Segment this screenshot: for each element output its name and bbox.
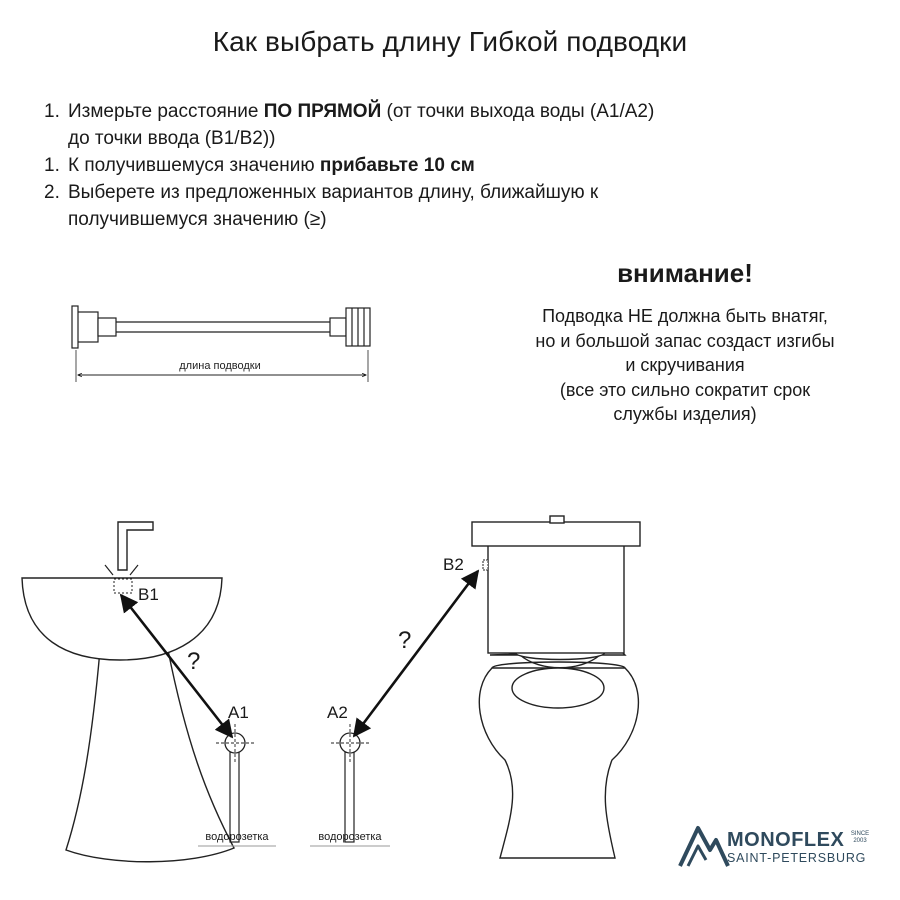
warning-line: Подводка НЕ должна быть внатяг, [542,306,828,326]
flush-button [550,516,564,523]
step-text: Выберете из предложенных вариантов длину, ближайшую к [68,182,599,203]
point-label-b2: B2 [443,555,464,574]
outlet-label-1: водорозетка [205,831,269,843]
step-text: до точки ввода (B1/B2)) [68,128,276,149]
hose-ferrule-left [98,318,116,336]
warning-line: службы изделия) [613,404,757,424]
warning-line: но и большой запас создаст изгибы [535,330,835,351]
basin-inlet-point [114,579,132,593]
brand-logo [676,820,876,880]
step-text: Измерьте расстояние [68,101,264,122]
logo-city: SAINT-PETERSBURG [727,851,867,865]
step-number: 2. [44,182,60,203]
measure-arrow-toilet [354,571,478,736]
warning-line: (все это сильно сократит срок [559,379,811,400]
step-emphasis: ПО ПРЯМОЙ [263,101,382,122]
page-title: Как выбрать длину Гибкой подводки [212,26,688,57]
logo-since: SINCE 2003 [850,831,870,844]
hose-length-label: длина подводки [179,360,261,372]
step-text: получившемуся значению (≥) [68,209,327,230]
point-label-a1: A1 [228,703,249,722]
point-label-a2: A2 [327,703,348,722]
washbasin-illustration [22,522,234,862]
step-number: 1. [44,101,60,122]
faucet [118,522,153,570]
step-emphasis: прибавьте 10 см [319,155,475,176]
logo-brand-name: MONOFLEX [727,829,845,851]
toilet-illustration [472,516,640,858]
warning-heading: внимание! [617,258,753,288]
hose-nut-left [76,312,98,342]
toilet-tank [488,545,624,653]
toilet-seat-opening [512,668,604,708]
toilet-inlet-point [483,560,488,570]
step-text: К получившемуся значению [68,155,320,176]
question-mark-toilet: ? [398,627,412,654]
question-mark-basin: ? [187,648,201,675]
outlet-label-2: водорозетка [318,831,382,843]
point-label-b1: B1 [138,585,159,604]
warning-line: и скручивания [625,355,745,375]
step-number: 1. [44,155,60,176]
wall-outlet-2 [310,724,390,846]
hose-ferrule-right [330,318,346,336]
step-text-end: (от точки выхода воды (A1/A2) [381,101,655,122]
basin-pedestal [66,650,234,862]
hose-nut-left-flange [72,306,78,348]
toilet-tank-lid [472,522,640,546]
